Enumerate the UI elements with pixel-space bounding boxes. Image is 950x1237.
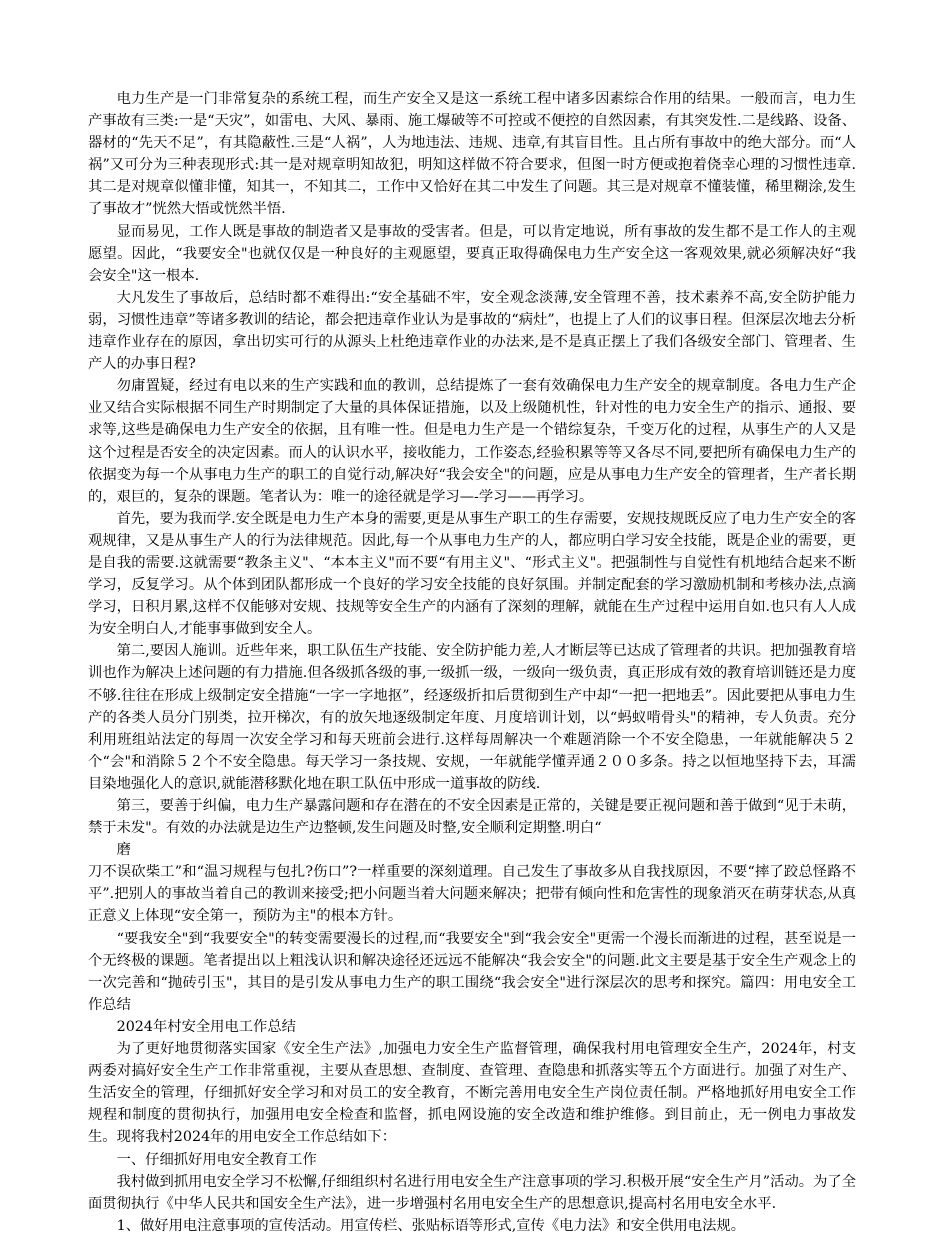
section-heading-2024-summary: 2024年村安全用电工作总结 <box>116 1018 296 1035</box>
list-item-publicity: 1、做好用电注意事项的宣传活动。用宣传栏、张贴标语等形式,宣传《电力法》和安全供用电法规。 <box>116 1217 745 1234</box>
paragraph-intro: 电力生产是一门非常复杂的系统工程，而生产安全又是这一系统工程中诸多因素综合作用的结果。一般而言，电力生产事故有三类:一是“天灾”，如雷电、大风、暴雨、施工爆破等不可控或不便控的自然因素，有其突发性.二是线路、设备、器材的“先天不足”，有其隐蔽性.三是“人祸”，人为地违法、违规、违章,有其盲目性。且占所有事故中的绝大部分。而“人祸”又可分为三种表现形式:其一是对规章明知故犯，明知这样做不符合要求，但图一时方便或抱着侥幸心理的习惯性违章.其二是对规章似懂非懂，知其一，不知其二，工作中又恰好在其二中发生了问题。其三是对规章不懂装懂，稀里糊涂,发生了事故才”恍然大悟或恍然半悟. <box>88 91 856 218</box>
paragraph-first-point: 首先，要为我而学.安全既是电力生产本身的需要,更是从事生产职工的生存需要，安规技规既反应了电力生产安全的客观规律，又是从事生产人的行为法律规范。因此,每一个从事电力生产的人，都应明白学习安全技能，既是企业的需要，更是自我的需要.这就需要“教条主义"、“本本主义"而不要“有用主义"、“形式主义"。把强制性与自觉性有机地结合起来不断学习，反复学习。从个体到团队都形成一个良好的学习安全技能的良好氛围。并制定配套的学习激励机制和考核办法,点滴学习，日积月累,这样不仅能够对安规、技规等安全生产的内涵有了深刻的理解，就能在生产过程中运用自如.也只有人人成为安全明白人,才能事事做到安全人。 <box>88 510 856 638</box>
paragraph-after-accident: 大凡发生了事故后，总结时都不难得出:“安全基础不牢，安全观念淡薄,安全管理不善，技术素养不高,安全防护能力弱，习惯性违章”等诸多教训的结论，都会把违章作业认为是事故的“病灶”，也提上了人们的议事日程。但深层次地去分析违章作业存在的原因，拿出切实可行的从源头上杜绝违章作业的办法来,是不是真正摆上了我们各级安全部门、管理者、生产人的办事日程? <box>88 289 856 373</box>
paragraph-conclusion: “要我安全"到“我要安全"的转变需要漫长的过程,而“我要安全"到“我会安全"更需一个漫长而渐进的过程，甚至说是一个无终极的课题。笔者提出以上粗浅认识和解决途径还远远不能解决“我会安全"的问题.此文主要是基于安全生产观念上的一次完善和“抛砖引玉"，其目的是引发从事电力生产的职工围绕“我会安全"进行深层次的思考和探究。篇四：用电安全工作总结 <box>88 930 856 1013</box>
paragraph-subjective-wish: 显而易见，工作人既是事故的制造者又是事故的受害者。但是，可以肯定地说，所有事故的发生都不是工作人的主观愿望。因此，“我要安全"也就仅仅是一种良好的主观愿望，要真正取得确保电力生产安全这一客观效果,就必须解决好“我会安全"这一根本. <box>88 223 856 284</box>
paragraph-summary-intro: 为了更好地贯彻落实国家《安全生产法》,加强电力安全生产监督管理，确保我村用电管理安全生产，2024年，村支两委对搞好安全生产工作非常重视，主要从查思想、查制度、查管理、查隐患和抓落实等五个方面进行。加强了对生产、生活安全的管理，仔细抓好安全学习和对员工的安全教育，不断完善用电安全生产岗位责任制。严格地抓好用电安全工作规程和制度的贯彻执行，加强用电安全检查和监督，抓电网设施的安全改造和维护维修。到目前止，无一例电力事故发生。现将我村2024年的用电安全工作总结如下： <box>88 1041 856 1146</box>
paragraph-second-point: 第二,要因人施训。近些年来，职工队伍生产技能、安全防护能力差,人才断层等已达成了管理者的共识。把加强教育培训也作为解决上述问题的有力措施.但各级抓各级的事,一级抓一级，一级向一级负责，真正形成有效的教育培训链还是力度不够.往往在形成上级制定安全措施“一字一字地抠”，经逐级折扣后贯彻到生产中却“一把一把地丢”。因此要把从事电力生产的各类人员分门别类，拉开梯次，有的放矢地逐级制定年度、月度培训计划，以“蚂蚁啃骨头"的精神，专人负责。充分利用班组站法定的每周一次安全学习和每天班前会进行.这样每周解决一个难题消除一个不安全隐患，一年就能解决５２个“会"和消除５２个不安全隐患。每天学习一条技规、安规，一年就能学懂弄通２００多条。持之以恒地坚持下去，耳濡目染地强化人的意识,就能潜移默化地在职工队伍中形成一道事故的防线. <box>88 643 856 792</box>
paragraph-third-point-continued: 刀不误砍柴工”和“温习规程与包扎?伤口”?一样重要的深刻道理。自己发生了事故多从自我找原因，不要“摔了跤总怪路不平”.把别人的事故当着自己的教训来接受;把小问题当着大问题来解决；把带有倾向性和危害性的现象消灭在萌芽状态,从真正意义上体现“安全第一，预防为主"的根本方针。 <box>88 864 856 925</box>
subheading-safety-education: 一、仔细抓好用电安全教育工作 <box>116 1151 317 1168</box>
paragraph-regulations: 勿庸置疑，经过有电以来的生产实践和血的教训，总结提炼了一套有效确保电力生产安全的规章制度。各电力生产企业又结合实际根据不同生产时期制定了大量的具体保证措施，以及上级随机性，针对性的电力安全生产的指示、通报、要求等,这些是确保电力生产安全的依据，且有唯一性。但是电力生产是一个错综复杂，千变万化的过程，从事生产的人又是这个过程是否安全的决定因素。而人的认识水平，接收能力，工作姿态,经验积累等等又各尽不同,要把所有确保电力生产的依据变为每一个从事电力生产的职工的自觉行动,解决好“我会安全"的问题，应是从事电力生产安全的管理者，生产者长期的，艰巨的，复杂的课题。笔者认为：唯一的途径就是学习—-学习——再学习。 <box>88 378 856 505</box>
paragraph-safety-education: 我村做到抓用电安全学习不松懈,仔细组织村名进行用电安全生产注意事项的学习.积极开展“安全生产月”活动。为了全面贯彻执行《中华人民共和国安全生产法》，进一步增强村名用电安全生产的思想意识,提高村名用电安全水平. <box>88 1173 856 1212</box>
paragraph-third-point: 第三，要善于纠偏，电力生产暴露问题和存在潜在的不安全因素是正常的，关键是要正视问题和善于做到“见于未萌，禁于未发"。有效的办法就是边生产边整顿,发生问题及时整,安全顺利定期整.明白“ <box>88 798 856 837</box>
paragraph-fragment: 磨 <box>116 842 131 859</box>
